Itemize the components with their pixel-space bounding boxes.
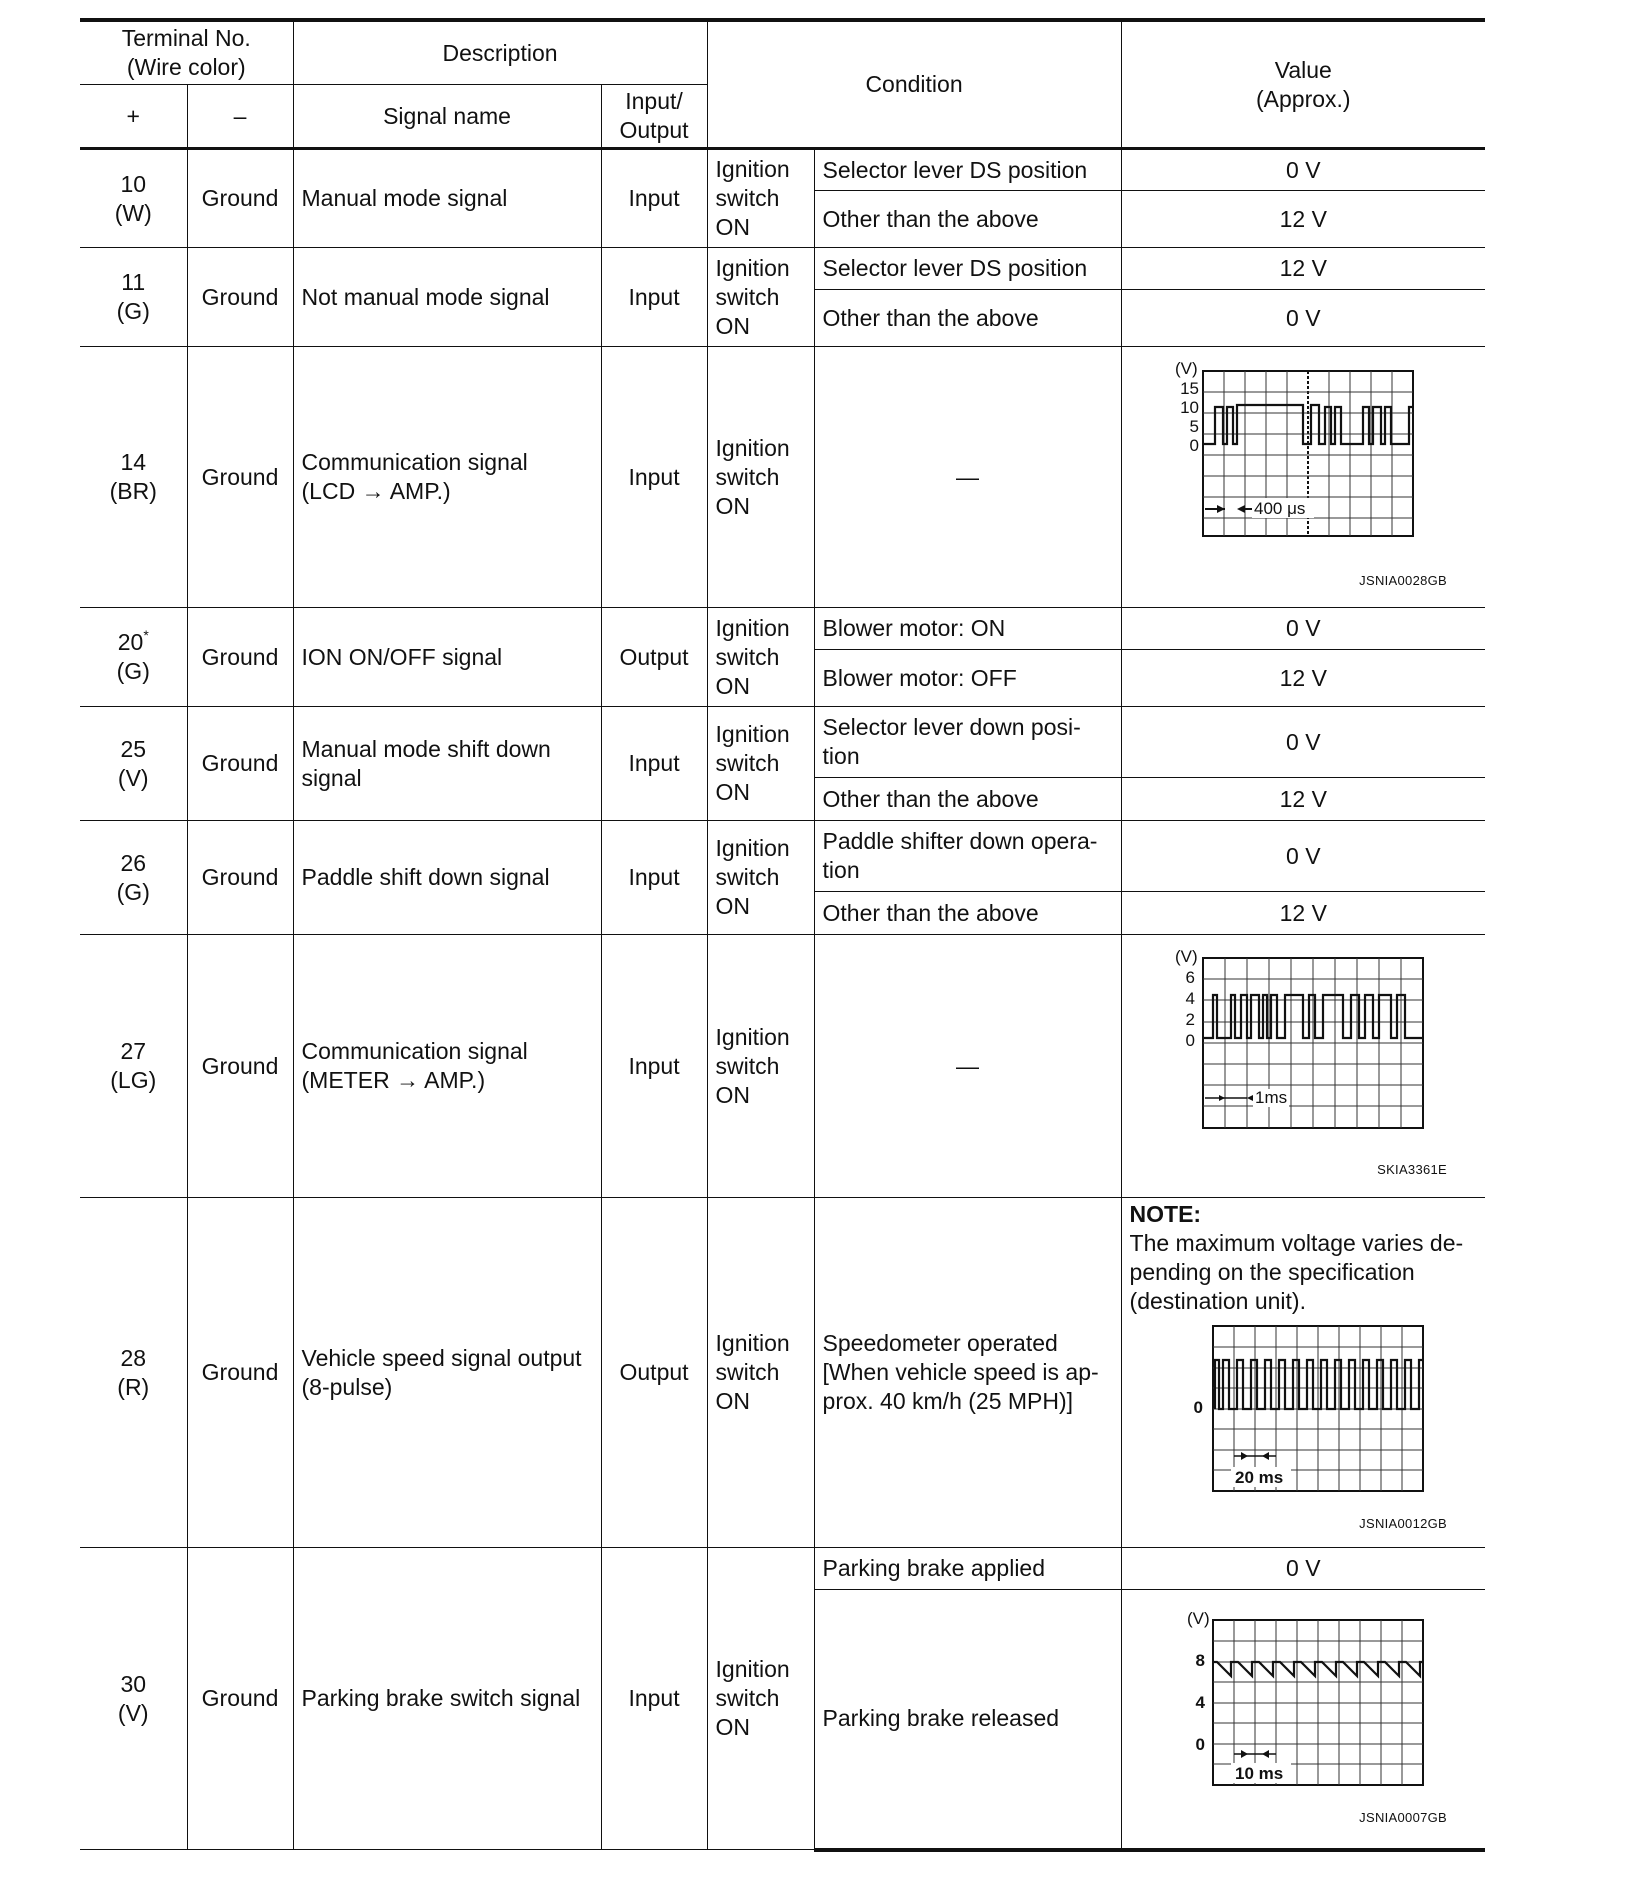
ign-line-2: switch [715, 750, 780, 776]
signal-line-1: Manual mode shift down [301, 735, 551, 762]
axis-unit: (V) [1175, 359, 1198, 378]
ign-line-3: ON [715, 1388, 751, 1414]
axis-tick: 4 [1195, 1692, 1206, 1712]
header-input-output [601, 85, 707, 149]
wire-color: (W) [114, 199, 152, 226]
ign-line-2: switch [715, 283, 780, 310]
value-cell: 12 V [1121, 650, 1485, 707]
terminal-cell [80, 608, 187, 707]
condition-cell: Blower motor: ON [814, 608, 1121, 650]
axis-unit: (V) [1175, 948, 1198, 966]
ign-line-1: Ignition [715, 254, 790, 281]
signal-name [293, 707, 601, 821]
terminal-spec-table [80, 18, 1485, 1852]
ign-line-2: switch [715, 1052, 780, 1079]
time-arrow-head-left [1241, 1452, 1248, 1460]
signal-line-2: (8-pulse) [301, 1373, 393, 1400]
signal-line-1: Communication signal [301, 449, 528, 475]
condition-cell: Blower motor: OFF [814, 650, 1121, 707]
value-cell: 12 V [1121, 248, 1485, 290]
ign-line-3: ON [715, 893, 751, 919]
terminal-number: 25 [120, 735, 147, 762]
ign-line-1: Ignition [715, 1023, 790, 1050]
condition-cell: Other than the above [814, 290, 1121, 347]
waveform-cell [1121, 935, 1485, 1198]
axis-tick: 8 [1195, 1650, 1206, 1670]
condition-cell [814, 707, 1121, 778]
ignition-cell [707, 347, 814, 608]
time-label: 10 ms [1235, 1763, 1284, 1783]
note-line-1: The maximum voltage varies de- [1129, 1230, 1464, 1256]
header-io-line-2: Output [619, 117, 689, 143]
ign-line-2: switch [715, 185, 780, 211]
header-terminal [80, 20, 293, 85]
value-cell: 0 V [1121, 608, 1485, 650]
ground-cell: Ground [187, 707, 293, 821]
value-cell: 0 V [1121, 707, 1485, 778]
time-arrow-head-right [1262, 1750, 1269, 1758]
condition-line-2: tion [822, 857, 860, 883]
figure-id: JSNIA0012GB [1359, 1516, 1448, 1531]
terminal-cell [80, 821, 187, 935]
ign-line-2: switch [715, 1359, 780, 1385]
io-cell: Input [601, 1548, 707, 1850]
wire-color: (BR) [109, 478, 157, 504]
axis-tick: 4 [1185, 989, 1196, 1008]
time-arrow-head-right [1247, 1095, 1253, 1101]
ign-line-3: ON [715, 492, 751, 519]
header-terminal-label: Terminal No. [121, 25, 251, 51]
signal-name [293, 1198, 601, 1548]
io-cell: Input [601, 149, 707, 248]
footnote-mark: * [143, 627, 149, 643]
axis-tick: 6 [1185, 968, 1196, 987]
wire-color: (LG) [110, 1067, 157, 1093]
signal-name: Paddle shift down signal [293, 821, 601, 935]
ground-cell: Ground [187, 248, 293, 347]
terminal-cell [80, 707, 187, 821]
speed-waveform-wrap [1130, 1322, 1478, 1509]
header-plus: + [80, 85, 187, 149]
time-label: 400 μs [1254, 499, 1306, 518]
ground-cell: Ground [187, 347, 293, 608]
ign-line-2: switch [715, 864, 780, 890]
wire-color: (V) [117, 764, 149, 791]
waveform-grid [1203, 958, 1423, 1128]
header-minus: – [187, 85, 293, 149]
table-row [80, 935, 1485, 1198]
ignition-cell [707, 707, 814, 821]
note-title: NOTE: [1129, 1201, 1202, 1227]
condition-cell: Other than the above [814, 892, 1121, 935]
condition-line-1: Selector lever down posi- [822, 714, 1081, 740]
signal-name: Not manual mode signal [293, 248, 601, 347]
time-arrow-head-left [1219, 1095, 1225, 1101]
terminal-number: 10 [120, 170, 147, 197]
header-approx-label: (Approx.) [1255, 85, 1351, 112]
signal-line-1: Vehicle speed signal output [301, 1344, 582, 1371]
condition-cell: Parking brake released [814, 1590, 1121, 1850]
ign-line-2: switch [715, 463, 780, 490]
figure-id: JSNIA0007GB [1359, 1809, 1448, 1825]
value-cell: 0 V [1121, 290, 1485, 347]
waveform-cell [1121, 1198, 1485, 1548]
terminal-cell [80, 347, 187, 608]
time-label: 20 ms [1235, 1468, 1284, 1487]
condition-line-1: Paddle shifter down opera- [822, 828, 1098, 854]
signal-line-2: signal [301, 764, 362, 791]
ign-line-1: Ignition [715, 1330, 790, 1356]
axis-zero: 0 [1193, 1398, 1204, 1417]
signal-name [293, 935, 601, 1198]
condition-cell: Other than the above [814, 778, 1121, 821]
table-row [80, 149, 1485, 191]
table-row [80, 347, 1485, 608]
condition-cell: — [814, 935, 1121, 1198]
header-value [1121, 20, 1485, 149]
header-wire-color-label: (Wire color) [126, 54, 246, 80]
time-arrow-head-right [1262, 1452, 1269, 1460]
note-line-3: (destination unit). [1129, 1288, 1306, 1314]
ignition-cell [707, 608, 814, 707]
condition-cell [814, 1198, 1121, 1548]
time-arrow-head-right [1237, 505, 1245, 513]
value-cell: 0 V [1121, 1548, 1485, 1590]
waveform-meter-amp [1153, 948, 1453, 1148]
wire-color: (G) [116, 298, 150, 324]
terminal-cell [80, 149, 187, 248]
ign-line-2: switch [715, 643, 780, 670]
io-cell: Input [601, 935, 707, 1198]
waveform-cell [1121, 1590, 1485, 1850]
terminal-cell [80, 1198, 187, 1548]
signal-name: ION ON/OFF signal [293, 608, 601, 707]
table-row [80, 248, 1485, 290]
note-line-2: pending on the specification [1129, 1259, 1415, 1285]
io-cell: Input [601, 707, 707, 821]
axis-tick: 2 [1185, 1010, 1196, 1029]
signal-name [293, 347, 601, 608]
ign-line-1: Ignition [715, 721, 790, 747]
ground-cell: Ground [187, 608, 293, 707]
wire-color: (V) [117, 1699, 149, 1726]
header-io-line-1: Input/ [625, 88, 683, 114]
axis-tick: 15 [1180, 379, 1200, 398]
waveform-grid [1213, 1620, 1423, 1785]
ign-line-3: ON [715, 672, 751, 699]
header-description: Description [293, 20, 707, 85]
condition-line-2: [When vehicle speed is ap- [822, 1359, 1099, 1385]
waveform-speed-pulse [1153, 1322, 1453, 1502]
ign-line-3: ON [715, 312, 751, 339]
waveform-parking-brake [1153, 1606, 1453, 1796]
ignition-cell [707, 248, 814, 347]
ground-cell: Ground [187, 149, 293, 248]
io-cell: Input [601, 821, 707, 935]
ignition-cell [707, 149, 814, 248]
terminal-number: 30 [120, 1670, 147, 1697]
signal-line-2: (METER → AMP.) [301, 1067, 486, 1093]
io-cell: Output [601, 1198, 707, 1548]
time-label: 1ms [1255, 1088, 1288, 1107]
condition-cell: Other than the above [814, 191, 1121, 248]
value-cell: 12 V [1121, 778, 1485, 821]
axis-unit: (V) [1187, 1608, 1210, 1628]
condition-line-3: prox. 40 km/h (25 MPH)] [822, 1388, 1074, 1414]
io-cell: Input [601, 347, 707, 608]
ign-line-1: Ignition [715, 434, 790, 461]
ign-line-1: Ignition [715, 1656, 790, 1682]
wire-color: (R) [117, 1373, 150, 1400]
header-signal-name: Signal name [293, 85, 601, 149]
axis-tick: 5 [1189, 417, 1200, 436]
axis-tick: 0 [1189, 436, 1200, 455]
io-cell: Output [601, 608, 707, 707]
terminal-cell [80, 248, 187, 347]
figure-id: SKIA3361E [1377, 1162, 1448, 1177]
terminal-cell [80, 1548, 187, 1850]
table-row [80, 821, 1485, 892]
ignition-cell [707, 1548, 814, 1850]
terminal-number: 20 [117, 629, 144, 655]
ign-line-1: Ignition [715, 835, 790, 861]
signal-line-2: (LCD → AMP.) [301, 478, 451, 504]
terminal-number: 11 [121, 269, 146, 295]
ignition-cell [707, 935, 814, 1198]
terminal-number: 27 [120, 1038, 147, 1064]
terminal-number: 14 [120, 449, 147, 475]
value-cell: 12 V [1121, 191, 1485, 248]
condition-line-2: tion [822, 743, 860, 769]
waveform-cell [1121, 347, 1485, 608]
wire-color: (G) [116, 658, 150, 684]
signal-name: Parking brake switch signal [293, 1548, 601, 1850]
condition-cell: — [814, 347, 1121, 608]
ign-line-3: ON [715, 214, 751, 240]
time-arrow-head-left [1241, 1750, 1248, 1758]
signal-line-1: Communication signal [301, 1038, 528, 1064]
ign-line-2: switch [715, 1685, 780, 1711]
figure-id: JSNIA0028GB [1359, 573, 1448, 588]
table-row [80, 608, 1485, 650]
condition-line-1: Speedometer operated [822, 1330, 1058, 1356]
condition-cell: Selector lever DS position [814, 248, 1121, 290]
ground-cell: Ground [187, 935, 293, 1198]
terminal-cell [80, 935, 187, 1198]
ignition-cell [707, 1198, 814, 1548]
condition-cell: Parking brake applied [814, 1548, 1121, 1590]
wire-color: (G) [116, 878, 150, 905]
waveform-lcd-amp [1153, 359, 1453, 559]
ign-line-1: Ignition [715, 156, 790, 182]
table-row [80, 1548, 1485, 1590]
signal-name: Manual mode signal [293, 149, 601, 248]
condition-cell [814, 821, 1121, 892]
ground-cell: Ground [187, 821, 293, 935]
ign-line-3: ON [715, 779, 751, 805]
axis-tick: 0 [1195, 1734, 1206, 1754]
ign-line-1: Ignition [715, 614, 790, 641]
io-cell: Input [601, 248, 707, 347]
value-cell: 12 V [1121, 892, 1485, 935]
terminal-number: 26 [120, 849, 147, 876]
ignition-cell [707, 821, 814, 935]
value-cell: 0 V [1121, 149, 1485, 191]
terminal-number: 28 [120, 1344, 147, 1371]
header-row-1 [80, 20, 1485, 85]
ign-line-3: ON [715, 1714, 751, 1740]
header-value-label: Value [1274, 56, 1332, 83]
table-row [80, 707, 1485, 778]
ground-cell: Ground [187, 1548, 293, 1850]
header-condition: Condition [707, 20, 1121, 149]
ign-line-3: ON [715, 1081, 751, 1108]
waveform-trace [1215, 1360, 1423, 1409]
table-row [80, 1198, 1485, 1548]
axis-tick: 10 [1180, 398, 1200, 417]
value-cell: 0 V [1121, 821, 1485, 892]
axis-tick: 0 [1185, 1031, 1196, 1050]
condition-cell: Selector lever DS position [814, 149, 1121, 191]
ground-cell: Ground [187, 1198, 293, 1548]
